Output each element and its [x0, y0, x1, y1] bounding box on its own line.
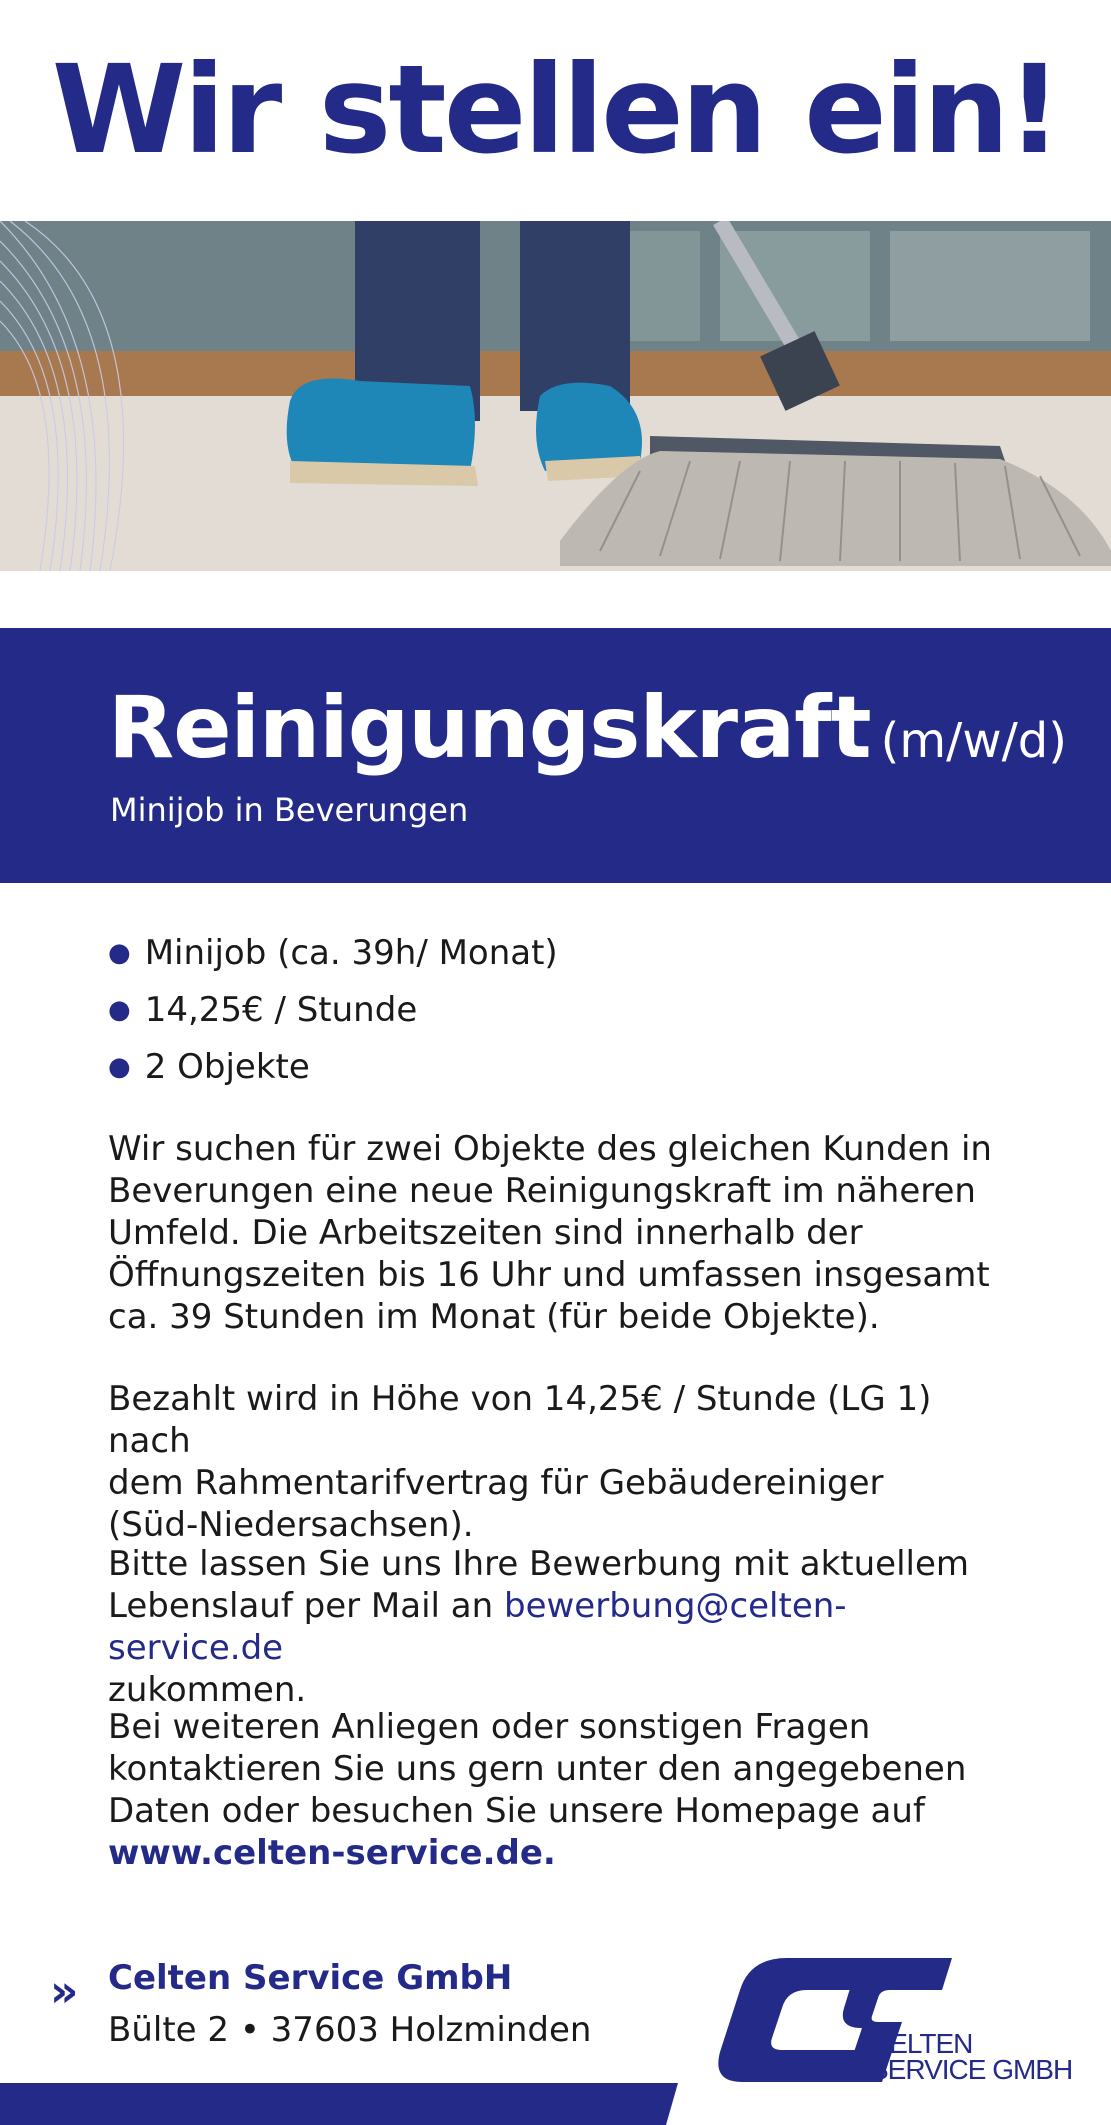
job-banner	[0, 628, 1111, 883]
footer-address: Bülte 2 • 37603 Holzminden	[108, 2010, 592, 2050]
website-link[interactable]: www.celten-service.de.	[108, 1833, 556, 1873]
contact-paragraph: Bei weiteren Anliegen oder sonstigen Fragen kontaktieren Sie uns gern unter den angegebenen Daten oder besuchen Sie unsere Homepage auf www.celten-service.de.	[108, 1707, 967, 1873]
cleaning-mop-illustration	[0, 221, 1111, 571]
list-item: ● 14,25€ / Stunde	[108, 990, 418, 1030]
email-link[interactable]: bewerbung@celten-service.de	[108, 1586, 847, 1668]
headline: Wir stellen ein!	[51, 39, 1060, 181]
application-paragraph: Bitte lassen Sie uns Ihre Bewerbung mit aktuellem Lebenslauf per Mail an bewerbung@celten-service.de zukommen.	[108, 1544, 970, 1710]
bullet-icon: ●	[108, 995, 131, 1025]
list-item: ● Minijob (ca. 39h/ Monat)	[108, 933, 558, 973]
description-paragraph: Wir suchen für zwei Objekte des gleichen Kunden in Beverungen eine neue Reinigungskraft im näheren Umfeld. Die Arbeitszeiten sind innerhalb der Öffnungszeiten bis 16 Uhr und umfassen insgesamt ca. 39 Stunden im Monat (für beide Objekte).	[108, 1129, 992, 1337]
job-subtitle: Minijob in Beverungen	[110, 791, 469, 829]
payment-paragraph: Bezahlt wird in Höhe von 14,25€ / Stunde (LG 1) nach dem Rahmentarifvertrag für Gebäudereiniger (Süd-Niedersachsen).	[108, 1379, 932, 1545]
job-title-text: Reinigungskraft	[108, 678, 871, 778]
bullet-icon: ●	[108, 938, 131, 968]
chevron-right-icon: »	[50, 1966, 71, 2017]
highlights-list	[108, 925, 558, 1096]
footer-company-name: Celten Service GmbH	[108, 1958, 513, 1998]
list-item: ● 2 Objekte	[108, 1047, 310, 1087]
logo-text-line1: CELTEN	[870, 2028, 973, 2059]
job-title-suffix: (m/w/d)	[880, 713, 1067, 769]
logo-text-line2: SERVICE GMBH	[870, 2054, 1073, 2085]
bullet-icon: ●	[108, 1052, 131, 1082]
hero-image	[0, 221, 1111, 571]
footer-bar	[0, 2083, 1111, 2125]
job-title	[108, 678, 1067, 791]
